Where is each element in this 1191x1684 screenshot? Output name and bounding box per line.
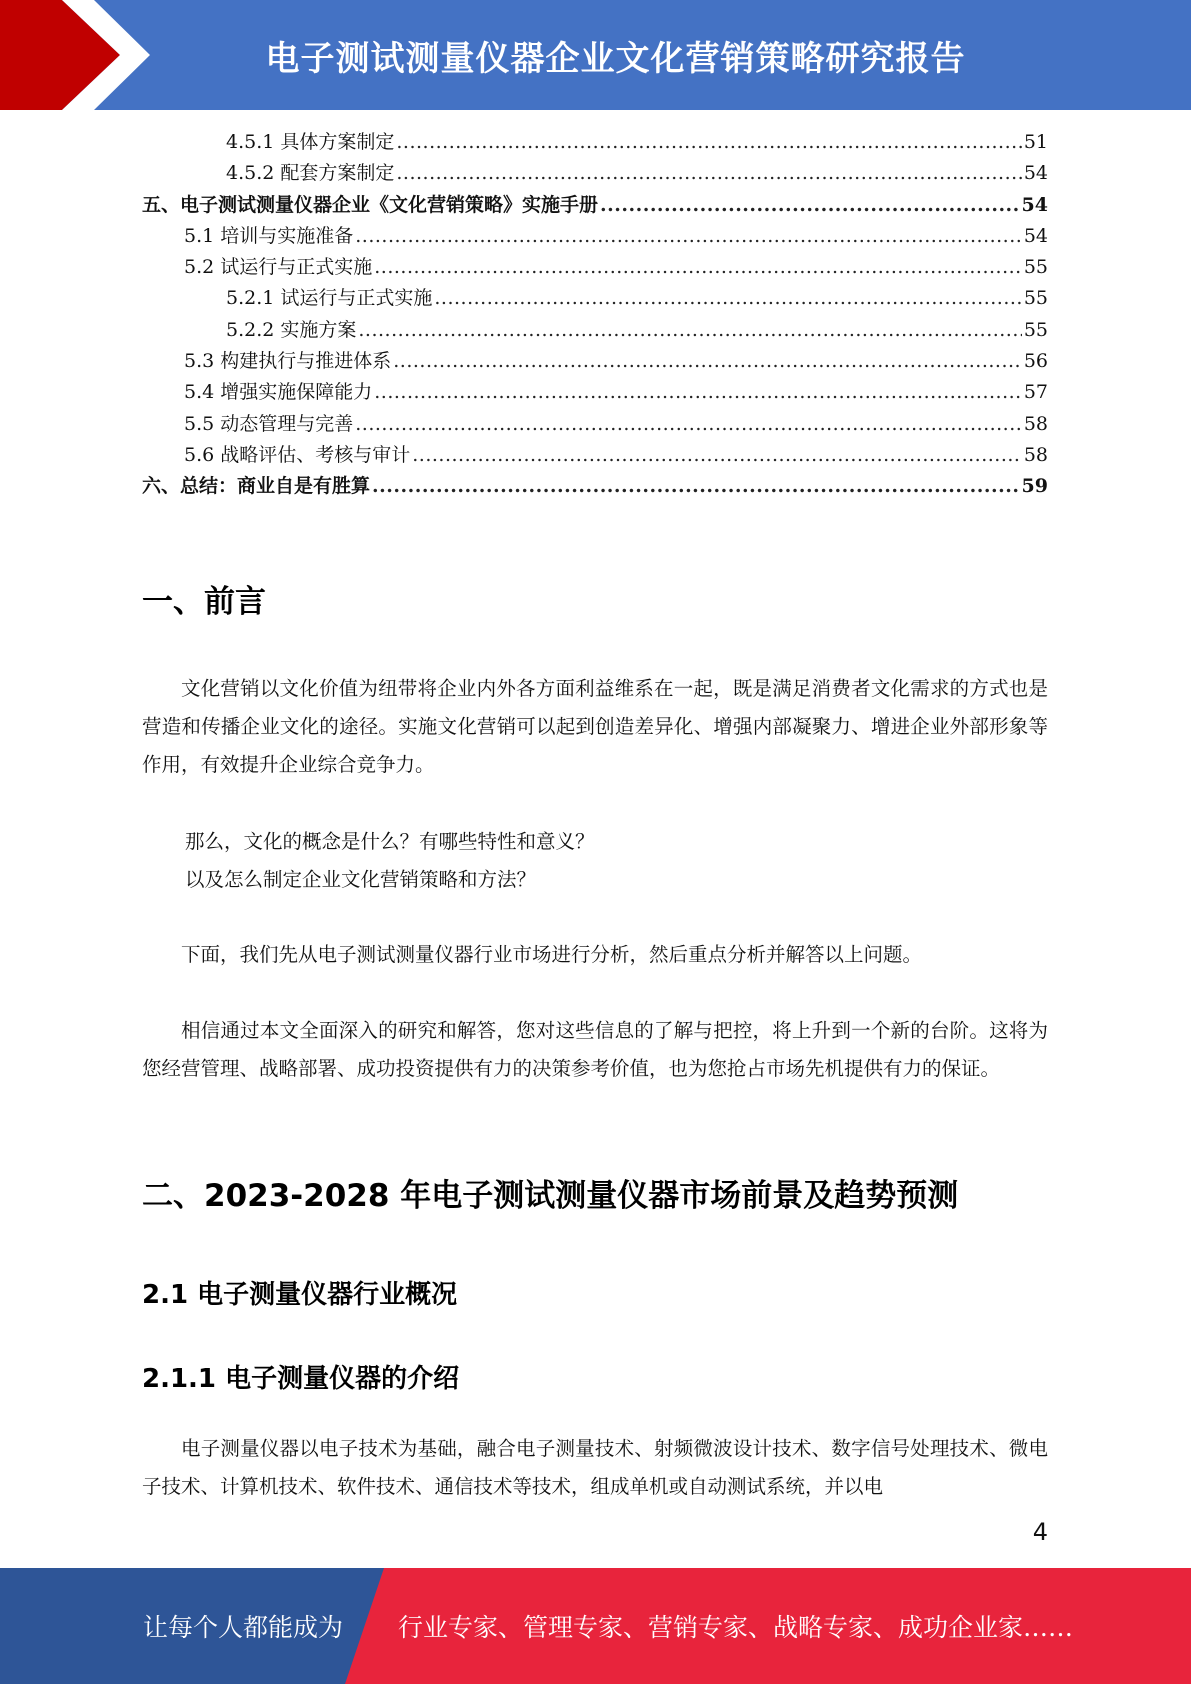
toc-entry-label: 六、总结：商业自是有胜算 bbox=[142, 475, 371, 498]
toc-leader-dots bbox=[355, 221, 1022, 252]
toc-entry[interactable] bbox=[142, 283, 1048, 314]
page-number: 4 bbox=[1032, 1518, 1048, 1546]
toc-entry-page: 54 bbox=[1023, 224, 1048, 247]
header-title: 电子测试测量仪器企业文化营销策略研究报告 bbox=[265, 38, 966, 79]
toc-entry-page: 51 bbox=[1023, 131, 1048, 153]
toc-entry[interactable] bbox=[142, 315, 1048, 346]
paragraph: 相信通过本文全面深入的研究和解答，您对这些信息的了解与把控，将上升到一个新的台阶。这将为您经营管理、战略部署、成功投资提供有力的决策参考价值，也为您抢占市场先机提供有力的保证。 bbox=[142, 1019, 1048, 1080]
toc-entry-page: 54 bbox=[1021, 193, 1048, 216]
paragraph: 文化营销以文化价值为纽带将企业内外各方面利益维系在一起，既是满足消费者文化需求的方式也是营造和传播企业文化的途径。实施文化营销可以起到创造差异化、增强内部凝聚力、增进企业外部形象等作用，有效提升企业综合竞争力。 bbox=[142, 677, 1048, 776]
toc-entry-label: 4.5.1 具体方案制定 bbox=[226, 131, 395, 153]
toc-entry[interactable] bbox=[142, 471, 1048, 502]
table-of-contents bbox=[142, 127, 1048, 503]
toc-entry-label: 五、电子测试测量仪器企业《文化营销策略》实施手册 bbox=[142, 193, 599, 216]
toc-entry-label: 5.5 动态管理与完善 bbox=[184, 412, 354, 435]
toc-entry-page: 55 bbox=[1023, 318, 1048, 341]
toc-leader-dots bbox=[374, 377, 1022, 408]
toc-leader-dots bbox=[434, 283, 1021, 314]
toc-leader-dots bbox=[600, 190, 1020, 221]
toc-entry[interactable] bbox=[142, 252, 1048, 283]
question-line: 那么，文化的概念是什么？有哪些特性和意义？ bbox=[185, 830, 595, 853]
toc-entry-page: 58 bbox=[1023, 412, 1048, 435]
question-line: 以及怎么制定企业文化营销策略和方法？ bbox=[185, 868, 537, 891]
toc-entry-page: 59 bbox=[1021, 475, 1048, 498]
toc-entry-label: 5.2 试运行与正式实施 bbox=[184, 256, 373, 279]
toc-entry-label: 5.6 战略评估、考核与审计 bbox=[184, 443, 411, 466]
paragraph: 下面，我们先从电子测试测量仪器行业市场进行分析，然后重点分析并解答以上问题。 bbox=[181, 943, 923, 966]
header-red-arrow-decoration bbox=[0, 0, 160, 110]
page-header bbox=[0, 0, 1191, 110]
toc-entry-page: 55 bbox=[1023, 256, 1048, 279]
toc-entry-label: 5.2.1 试运行与正式实施 bbox=[226, 287, 433, 310]
toc-entry[interactable] bbox=[142, 409, 1048, 440]
footer-slogan-left: 让每个人都能成为 bbox=[143, 1613, 344, 1642]
toc-leader-dots bbox=[396, 127, 1021, 158]
toc-leader-dots bbox=[396, 158, 1021, 189]
toc-entry[interactable] bbox=[142, 158, 1048, 189]
toc-entry-page: 57 bbox=[1023, 381, 1048, 404]
toc-entry-label: 5.1 培训与实施准备 bbox=[184, 224, 354, 247]
toc-entry[interactable] bbox=[142, 440, 1048, 471]
toc-entry[interactable] bbox=[142, 377, 1048, 408]
toc-leader-dots bbox=[372, 471, 1020, 502]
toc-entry-label: 5.4 增强实施保障能力 bbox=[184, 381, 373, 404]
section-heading-market-outlook: 二、2023-2028 年电子测试测量仪器市场前景及趋势预测 bbox=[142, 1178, 959, 1214]
page-footer bbox=[0, 1568, 1191, 1684]
toc-leader-dots bbox=[358, 315, 1021, 346]
toc-leader-dots bbox=[393, 346, 1022, 377]
toc-entry-label: 4.5.2 配套方案制定 bbox=[226, 162, 395, 185]
toc-entry-page: 54 bbox=[1023, 162, 1048, 185]
toc-entry-page: 56 bbox=[1023, 350, 1048, 373]
subsection-heading: 2.1 电子测量仪器行业概况 bbox=[142, 1280, 458, 1310]
toc-entry-label: 5.3 构建执行与推进体系 bbox=[184, 350, 392, 373]
toc-entry[interactable] bbox=[142, 190, 1048, 221]
toc-entry-label: 5.2.2 实施方案 bbox=[226, 318, 357, 341]
section-heading-preface: 一、前言 bbox=[142, 584, 266, 620]
toc-entry[interactable] bbox=[142, 127, 1048, 158]
footer-slogan-right: 行业专家、管理专家、营销专家、战略专家、成功企业家…… bbox=[398, 1613, 1074, 1642]
toc-entry[interactable] bbox=[142, 221, 1048, 252]
toc-leader-dots bbox=[355, 409, 1022, 440]
toc-entry-page: 55 bbox=[1023, 287, 1048, 310]
toc-leader-dots bbox=[374, 252, 1022, 283]
toc-entry[interactable] bbox=[142, 346, 1048, 377]
paragraph: 电子测量仪器以电子技术为基础，融合电子测量技术、射频微波设计技术、数字信号处理技术、微电子技术、计算机技术、软件技术、通信技术等技术，组成单机或自动测试系统，并以电 bbox=[142, 1437, 1048, 1498]
subsection-heading: 2.1.1 电子测量仪器的介绍 bbox=[142, 1364, 460, 1394]
toc-entry-page: 58 bbox=[1023, 443, 1048, 466]
toc-leader-dots bbox=[412, 440, 1022, 471]
